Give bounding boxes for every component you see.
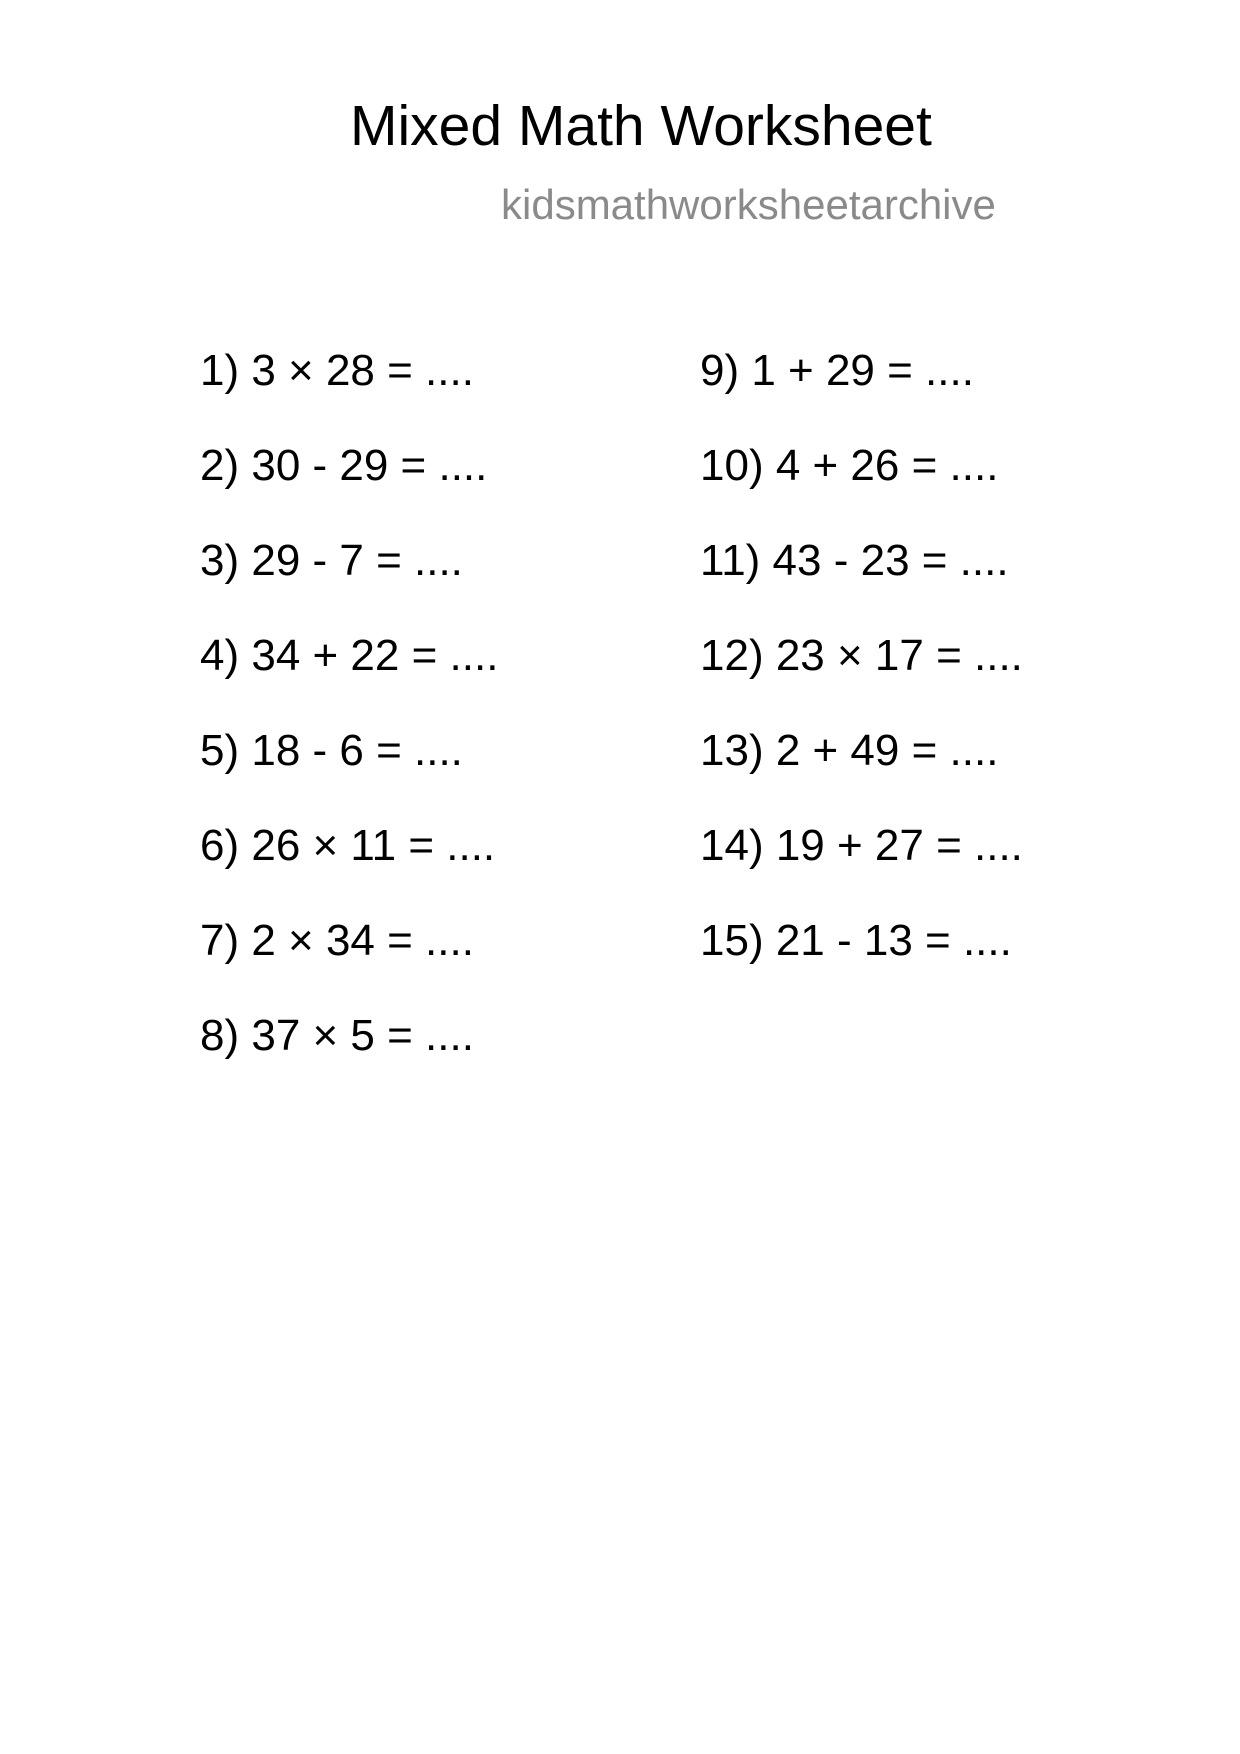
problem-item: 2) 30 - 29 = .... bbox=[200, 441, 488, 490]
problem-item: 8) 37 × 5 = .... bbox=[200, 1011, 474, 1060]
problem-item: 6) 26 × 11 = .... bbox=[200, 821, 496, 870]
worksheet-source: kidsmathworksheetarchive bbox=[501, 181, 996, 228]
problem-item: 13) 2 + 49 = .... bbox=[700, 726, 999, 775]
problem-item: 11) 43 - 23 = .... bbox=[700, 536, 1009, 585]
problem-item: 5) 18 - 6 = .... bbox=[200, 726, 463, 775]
problem-item: 14) 19 + 27 = .... bbox=[700, 821, 1023, 870]
problem-item: 1) 3 × 28 = .... bbox=[200, 346, 474, 395]
problem-item: 7) 2 × 34 = .... bbox=[200, 916, 474, 965]
worksheet-title: Mixed Math Worksheet bbox=[350, 94, 932, 158]
problem-item: 4) 34 + 22 = .... bbox=[200, 631, 499, 680]
problem-item: 15) 21 - 13 = .... bbox=[700, 916, 1012, 965]
problem-item: 3) 29 - 7 = .... bbox=[200, 536, 463, 585]
problem-item: 12) 23 × 17 = .... bbox=[700, 631, 1023, 680]
problem-item: 10) 4 + 26 = .... bbox=[700, 441, 999, 490]
problem-item: 9) 1 + 29 = .... bbox=[700, 346, 974, 395]
problems-column-right bbox=[700, 346, 1023, 1014]
problems-column-left bbox=[200, 346, 499, 1109]
